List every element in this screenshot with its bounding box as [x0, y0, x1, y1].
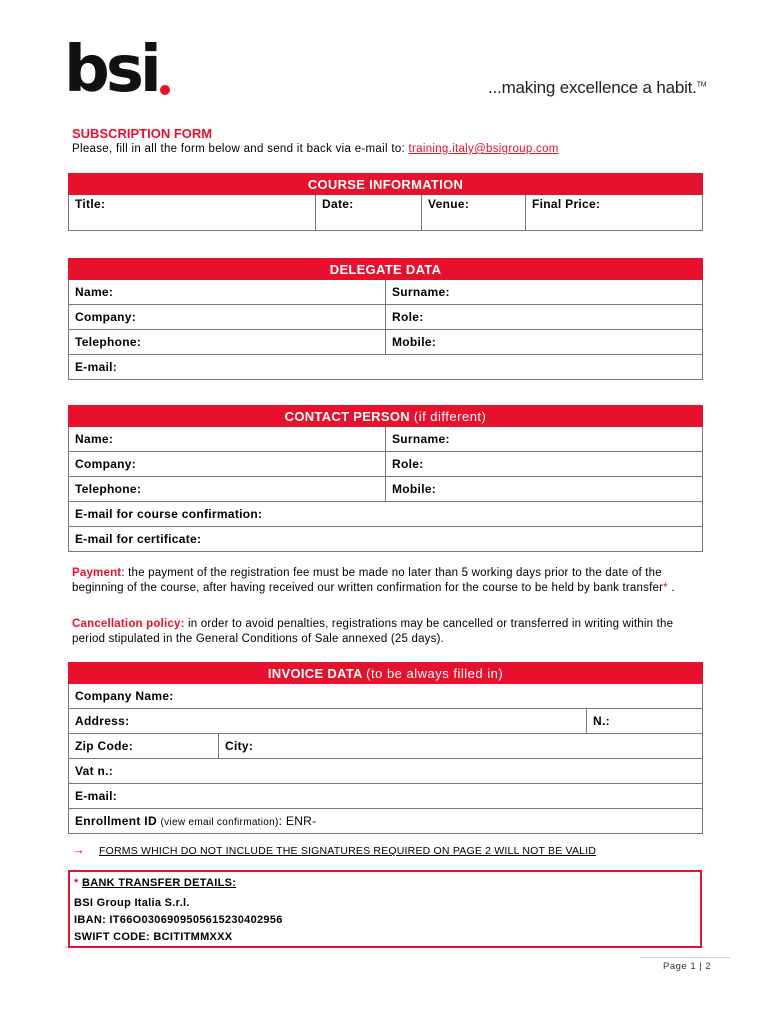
logo-dot	[160, 85, 170, 95]
signature-warning: → FORMS WHICH DO NOT INCLUDE THE SIGNATURES REQUIRED ON PAGE 2 WILL NOT BE VALID	[72, 842, 597, 857]
contact-company-field[interactable]: Company:	[69, 452, 386, 477]
course-information-header: COURSE INFORMATION	[69, 174, 703, 195]
invoice-company-field[interactable]: Company Name:	[69, 684, 703, 709]
invoice-enrollment-field[interactable]: Enrollment ID (view email confirmation): ENR-	[69, 809, 703, 834]
invoice-number-field[interactable]: N.:	[587, 709, 703, 734]
contact-email-link[interactable]: training.italy@bsigroup.com	[408, 143, 559, 155]
form-intro: Please, fill in all the form below and send it back via e-mail to: training.italy@bsigroup.com	[72, 143, 559, 155]
contact-telephone-field[interactable]: Telephone:	[69, 477, 386, 502]
course-information-table	[68, 173, 703, 231]
delegate-mobile-field[interactable]: Mobile:	[386, 330, 703, 355]
tagline: ...making excellence a habit.™	[488, 78, 707, 97]
delegate-email-field[interactable]: E-mail:	[69, 355, 703, 380]
invoice-email-field[interactable]: E-mail:	[69, 784, 703, 809]
delegate-name-field[interactable]: Name:	[69, 280, 386, 305]
course-price-field[interactable]: Final Price:	[526, 195, 703, 231]
right-arrow-icon: →	[72, 842, 85, 857]
delegate-role-field[interactable]: Role:	[386, 305, 703, 330]
delegate-telephone-field[interactable]: Telephone:	[69, 330, 386, 355]
bank-title: * BANK TRANSFER DETAILS:	[74, 877, 237, 889]
invoice-address-field[interactable]: Address:	[69, 709, 587, 734]
cancellation-paragraph: Cancellation policy: in order to avoid penalties, registrations may be cancelled or transferred in writing within the period stipulated in the General Conditions of Sale annexed (25 days).	[72, 618, 674, 645]
delegate-company-field[interactable]: Company:	[69, 305, 386, 330]
delegate-data-table	[68, 258, 703, 380]
invoice-zip-field[interactable]: Zip Code:	[69, 734, 219, 759]
contact-surname-field[interactable]: Surname:	[386, 427, 703, 452]
footer-divider	[640, 957, 730, 958]
trademark-mark: TM	[696, 81, 707, 89]
bank-company: BSI Group Italia S.r.l.	[74, 897, 190, 909]
invoice-vat-field[interactable]: Vat n.:	[69, 759, 703, 784]
bank-transfer-box	[68, 870, 702, 948]
contact-mobile-field[interactable]: Mobile:	[386, 477, 703, 502]
invoice-data-table	[68, 662, 703, 834]
contact-role-field[interactable]: Role:	[386, 452, 703, 477]
course-title-field[interactable]: Title:	[69, 195, 316, 231]
invoice-data-header: INVOICE DATA (to be always filled in)	[69, 663, 703, 684]
bank-swift: SWIFT CODE: BCITITMMXXX	[74, 931, 233, 943]
delegate-surname-field[interactable]: Surname:	[386, 280, 703, 305]
payment-paragraph: Payment: the payment of the registration fee must be made no later than 5 working days prior to the date of the beginning of the course, after having received our written confirmation for the course to be held by bank transfer* .	[72, 567, 675, 594]
course-date-field[interactable]: Date:	[316, 195, 422, 231]
logo-text: bsi	[64, 33, 158, 107]
contact-email-certificate-field[interactable]: E-mail for certificate:	[69, 527, 703, 552]
contact-name-field[interactable]: Name:	[69, 427, 386, 452]
contact-email-confirmation-field[interactable]: E-mail for course confirmation:	[69, 502, 703, 527]
contact-person-header: CONTACT PERSON (if different)	[69, 406, 703, 427]
invoice-city-field[interactable]: City:	[219, 734, 703, 759]
bank-iban: IBAN: IT66O0306909505615230402956	[74, 914, 283, 926]
course-venue-field[interactable]: Venue:	[422, 195, 526, 231]
page-number: Page 1 | 2	[663, 961, 712, 972]
bsi-logo	[64, 33, 170, 107]
delegate-data-header: DELEGATE DATA	[69, 259, 703, 280]
form-title: SUBSCRIPTION FORM	[72, 126, 213, 141]
contact-person-table	[68, 405, 703, 552]
